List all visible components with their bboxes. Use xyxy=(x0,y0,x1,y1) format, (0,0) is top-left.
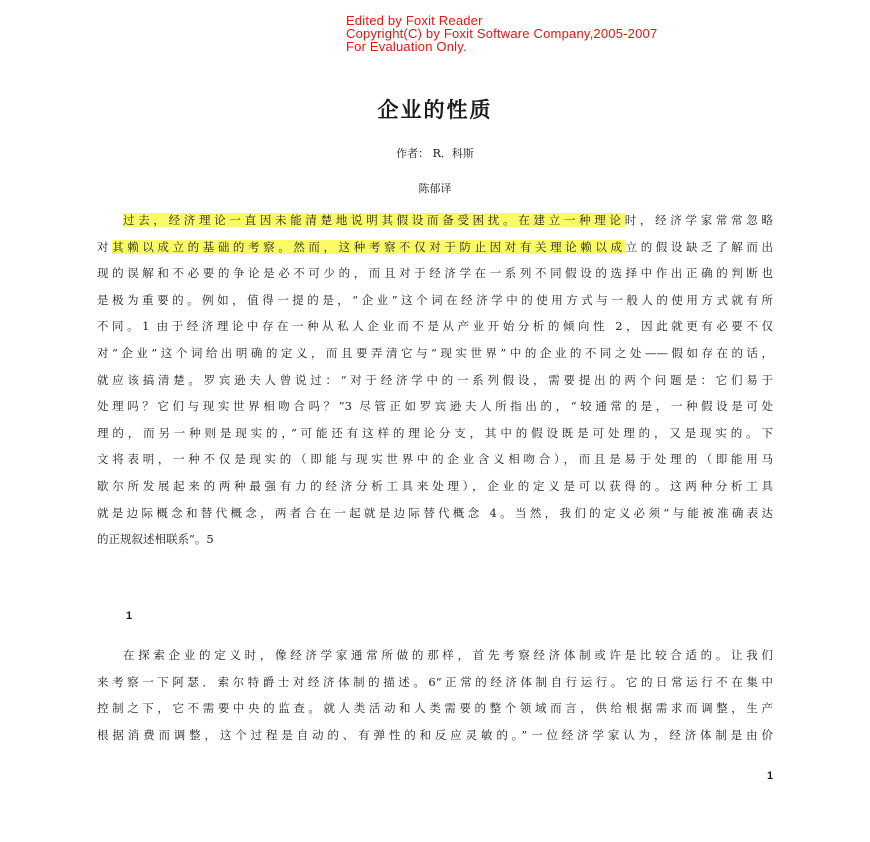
translator-line: 陈郁译 xyxy=(418,182,452,195)
paragraph-line: 歇尔所发展起来的两种最强有力的经济分析工具来处理），企业的定义是可以获得的。这两种分析工具 xyxy=(97,478,773,493)
paragraph-line: 来考察一下阿瑟．索尔特爵士对经济体制的描述。6“正常的经济体制自行运行。它的日常运行不在集中 xyxy=(97,674,773,689)
highlighted-text: 其赖以成立的基础的考察。然而，这种考察不仅对于防止因对有关理论赖以成 xyxy=(112,239,626,254)
text-span: 时，经济学家常常忽略 xyxy=(624,213,774,227)
paragraph-line: 就应该搞清楚。罗宾逊夫人曾说过：“对于经济学中的一系列假设，需要提出的两个问题是：它们易于 xyxy=(97,372,773,387)
paragraph-line: 对“企业”这个词给出明确的定义，而且要弄清它与“现实世界”中的企业的不同之处——假如存在的话， xyxy=(97,345,773,360)
paragraph-line: 处理吗？它们与现实世界相吻合吗？”3 尽管正如罗宾逊夫人所指出的，“较通常的是，一种假设是可处 xyxy=(97,399,773,414)
document-title: 企业的性质 xyxy=(377,97,493,122)
paragraph-line: 根据消费而调整，这个过程是自动的、有弹性的和反应灵敏的。”一位经济学家认为，经济体制是由价 xyxy=(97,727,773,742)
paragraph-line xyxy=(97,234,773,261)
paragraph-line: 不同。1 由于经济理论中存在一种从私人企业而不是从产业开始分析的倾向性 2，因此就更有必要不仅 xyxy=(97,319,773,334)
watermark-line-3: For Evaluation Only. xyxy=(346,39,467,54)
paragraph-line: 在探索企业的定义时，像经济学家通常所做的那样，首先考察经济体制或许是比较合适的。让我们 xyxy=(123,648,773,662)
paragraph-2 xyxy=(97,642,773,748)
highlighted-text: 过去，经济理论一直因未能清楚地说明其假设而备受困扰。在建立一种理论 xyxy=(123,213,625,227)
paragraph-line: 理的，而另一种则是现实的，”可能还有这样的理论分支，其中的假设既是可处理的，又是现实的。下 xyxy=(97,425,773,440)
watermark-line-2: Copyright(C) by Foxit Software Company,2005-2007 xyxy=(346,26,658,41)
paragraph-line: 就是边际概念和替代概念，两者合在一起就是边际替代概念 4。当然，我们的定义必须“与能被准确表达 xyxy=(97,505,773,520)
paragraph-1 xyxy=(97,207,773,553)
text-span: 立的假设缺乏了解而出 xyxy=(625,239,774,254)
watermark-line-1: Edited by Foxit Reader xyxy=(346,13,483,28)
paragraph-line: 的正规叙述相联系”。5 xyxy=(97,532,214,547)
foxit-watermark xyxy=(346,14,657,53)
paragraph-line xyxy=(97,207,773,234)
author-line: 作者： R．科斯 xyxy=(396,147,474,160)
paragraph-line: 现的误解和不必要的争论是必不可少的，而且对于经济学在一系列不同假设的选择中作出正确的判断也 xyxy=(97,266,773,281)
text-span: 对 xyxy=(97,239,113,254)
paragraph-line: 控制之下，它不需要中央的监查。就人类活动和人类需要的整个领域而言，供给根据需求而调整，生产 xyxy=(97,701,773,716)
section-number: 1 xyxy=(126,610,133,622)
paragraph-line: 文将表明，一种不仅是现实的（即能与现实世界中的企业含义相吻合），而且是易于处理的（即能用马 xyxy=(97,452,773,467)
page-number: 1 xyxy=(767,770,774,782)
paragraph-line: 是极为重要的。例如，值得一提的是，“企业”这个词在经济学中的使用方式与一般人的使用方式就有所 xyxy=(97,292,773,307)
